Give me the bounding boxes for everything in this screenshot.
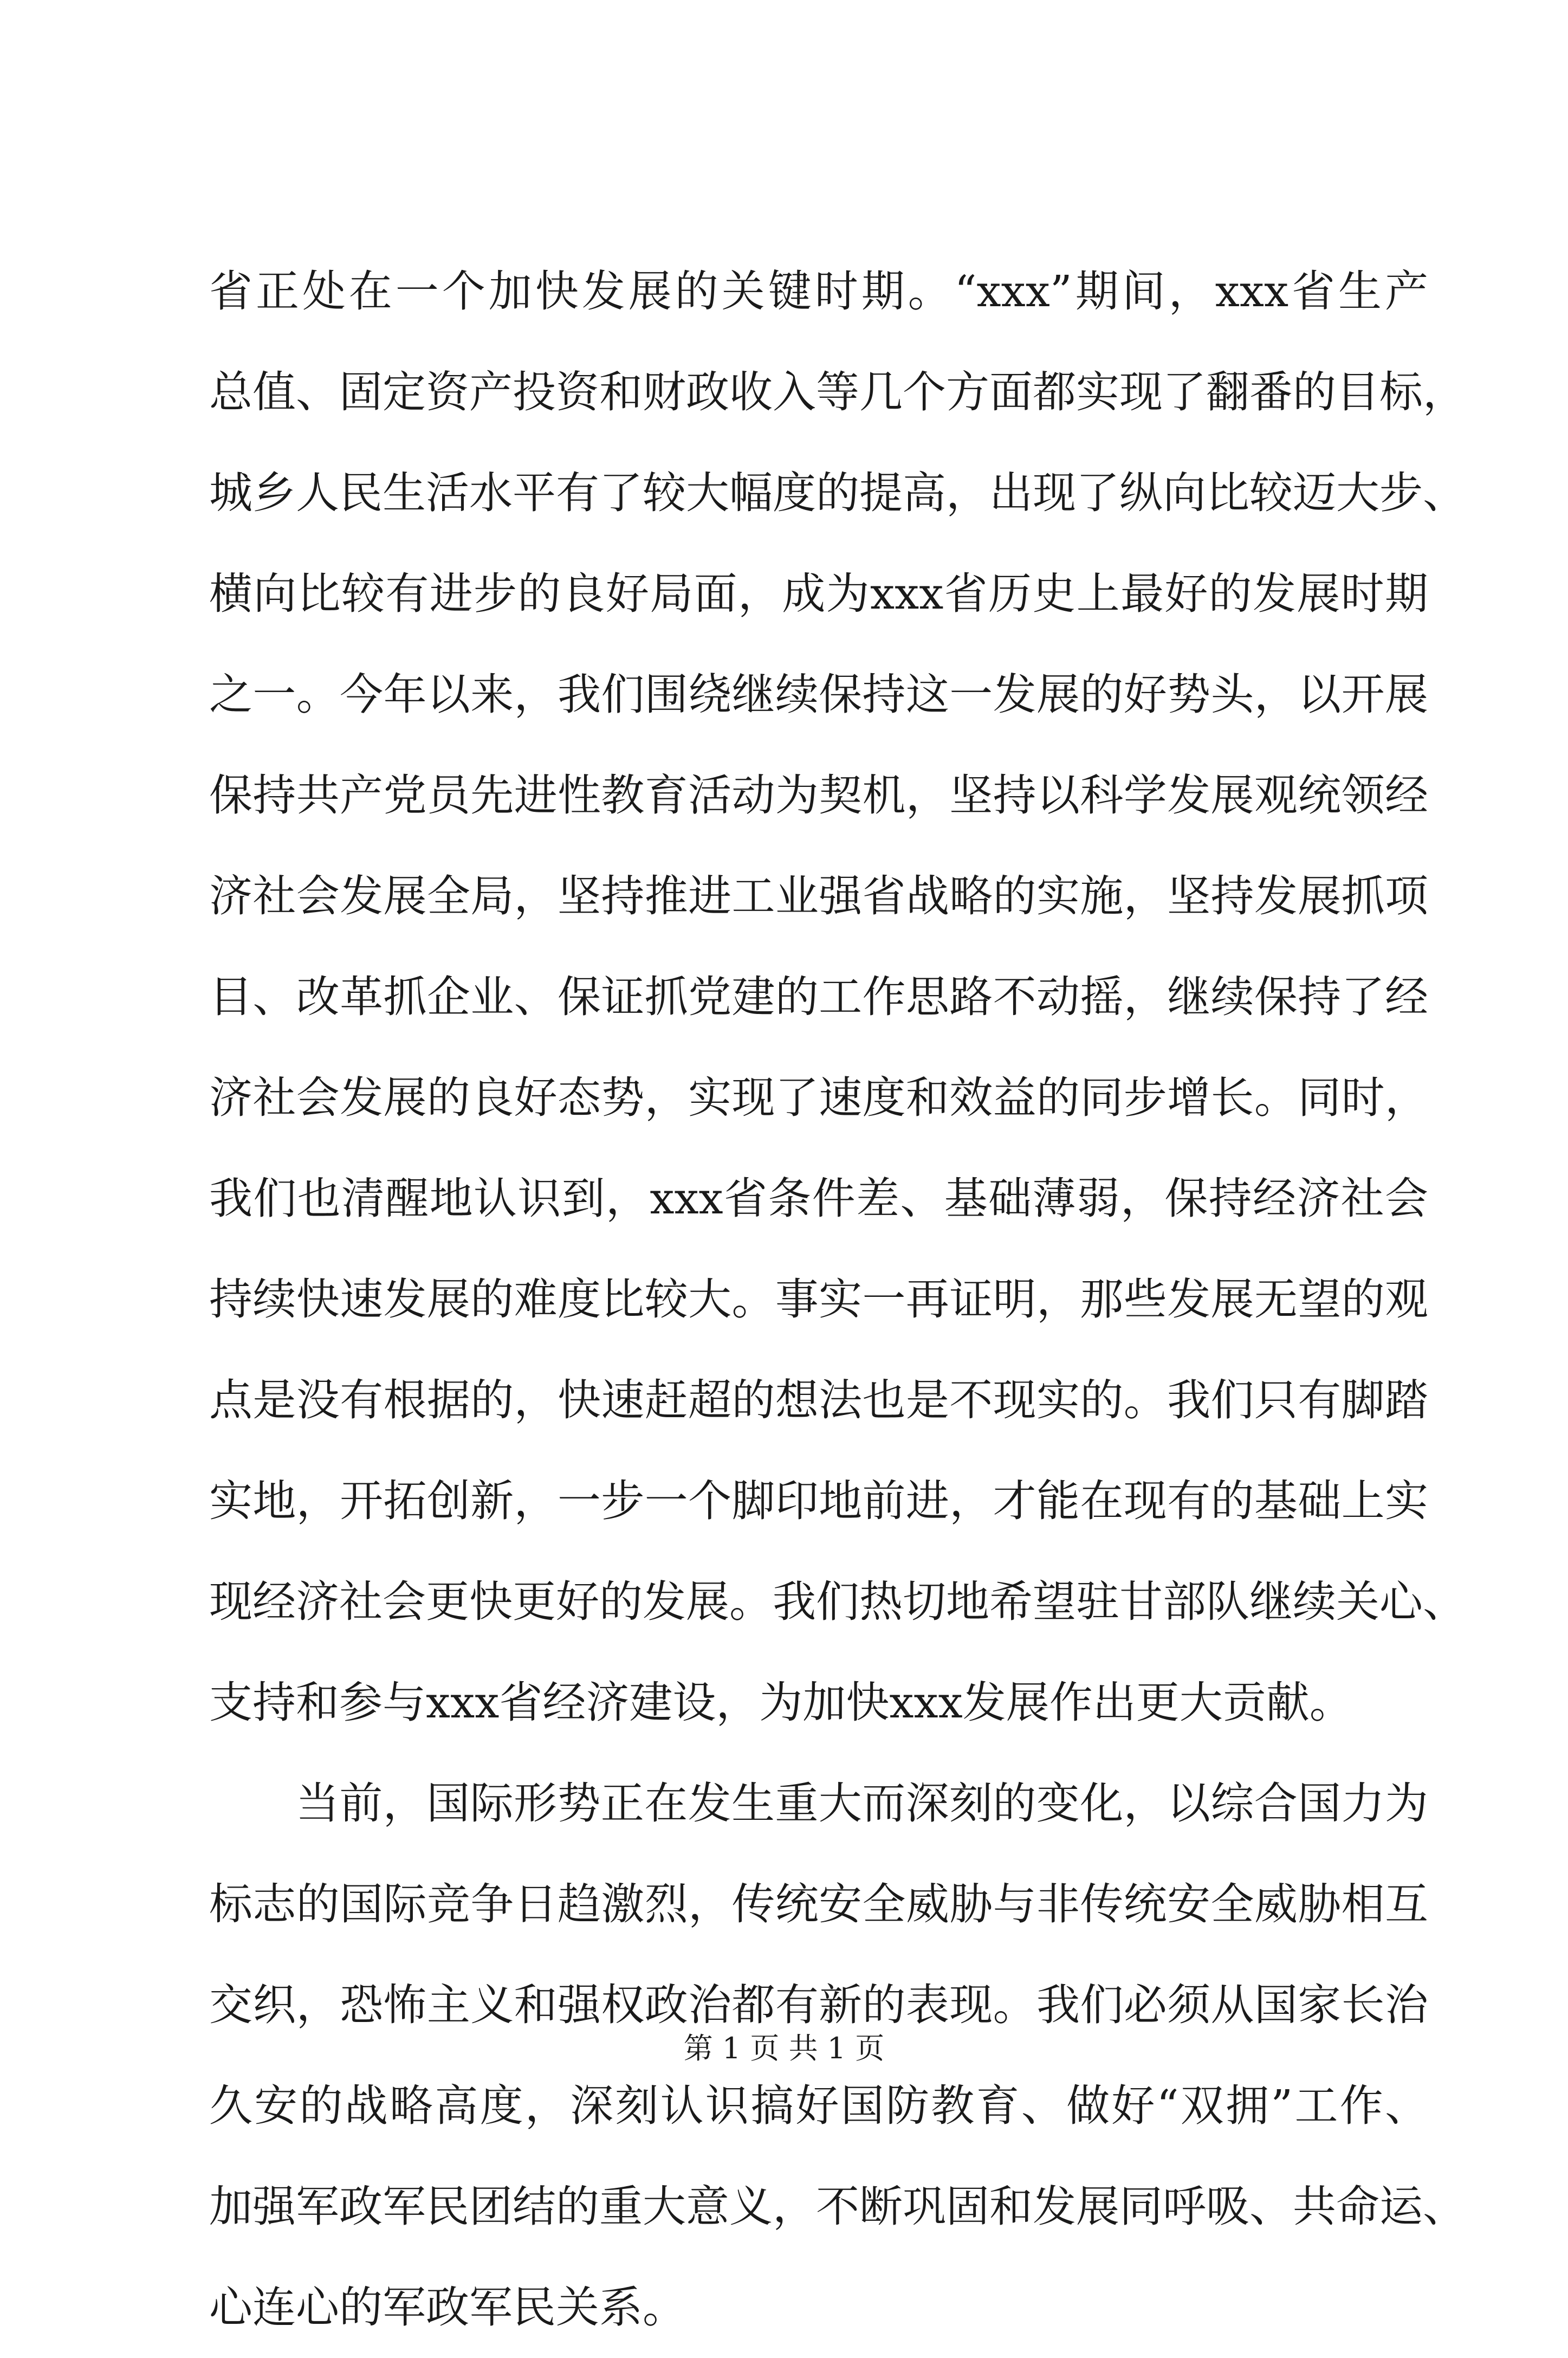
text-line: 城乡人民生活水平有了较大幅度的提高，出现了纵向比较迈大步、 (209, 468, 1466, 518)
text-line: 实地，开拓创新，一步一个脚印地前进，才能在现有的基础上实 (209, 1476, 1428, 1526)
text-line: 保持共产党员先进性教育活动为契机，坚持以科学发展观统领经 (209, 770, 1428, 821)
text-line: 总值、固定资产投资和财政收入等几个方面都实现了翻番的目标， (209, 367, 1466, 417)
text-line: 点是没有根据的，快速赶超的想法也是不现实的。我们只有脚踏 (209, 1375, 1428, 1425)
text-line: 交织，恐怖主义和强权政治都有新的表现。我们必须从国家长治 (209, 1980, 1428, 2030)
text-line: 之一。今年以来，我们围绕继续保持这一发展的好势头，以开展 (209, 669, 1428, 720)
text-line: 当前，国际形势正在发生重大而深刻的变化，以综合国力为 (296, 1778, 1428, 1829)
text-line: 支持和参与xxx省经济建设，为加快xxx发展作出更大贡献。 (209, 1677, 1353, 1728)
text-line: 目、改革抓企业、保证抓党建的工作思路不动摇，继续保持了经 (209, 972, 1428, 1022)
text-line: 省正处在一个加快发展的关键时期。“xxx”期间，xxx省生产 (209, 266, 1428, 316)
text-line: 我们也清醒地认识到，xxx省条件差、基础薄弱，保持经济社会 (209, 1173, 1428, 1224)
text-line: 济社会发展全局，坚持推进工业强省战略的实施，坚持发展抓项 (209, 871, 1428, 921)
page-footer (0, 2027, 1568, 2070)
paragraph-1 (209, 241, 1466, 1753)
text-line: 横向比较有进步的良好局面，成为xxx省历史上最好的发展时期 (209, 568, 1428, 619)
text-line: 加强军政军民团结的重大意义，不断巩固和发展同呼吸、共命运、 (209, 2181, 1466, 2232)
text-line: 济社会发展的良好态势，实现了速度和效益的同步增长。同时， (209, 1073, 1428, 1123)
text-line: 心连心的军政军民关系。 (209, 2282, 686, 2333)
text-line: 现经济社会更快更好的发展。我们热切地希望驻甘部队继续关心、 (209, 1577, 1466, 1627)
text-line: 持续快速发展的难度比较大。事实一再证明，那些发展无望的观 (209, 1274, 1428, 1325)
text-line: 标志的国际竞争日趋激烈，传统安全威胁与非传统安全威胁相互 (209, 1879, 1428, 1929)
page-number-label: 第 1 页 共 1 页 (683, 2031, 885, 2065)
text-line: 久安的战略高度，深刻认识搞好国防教育、做好“双拥”工作、 (209, 2081, 1428, 2131)
